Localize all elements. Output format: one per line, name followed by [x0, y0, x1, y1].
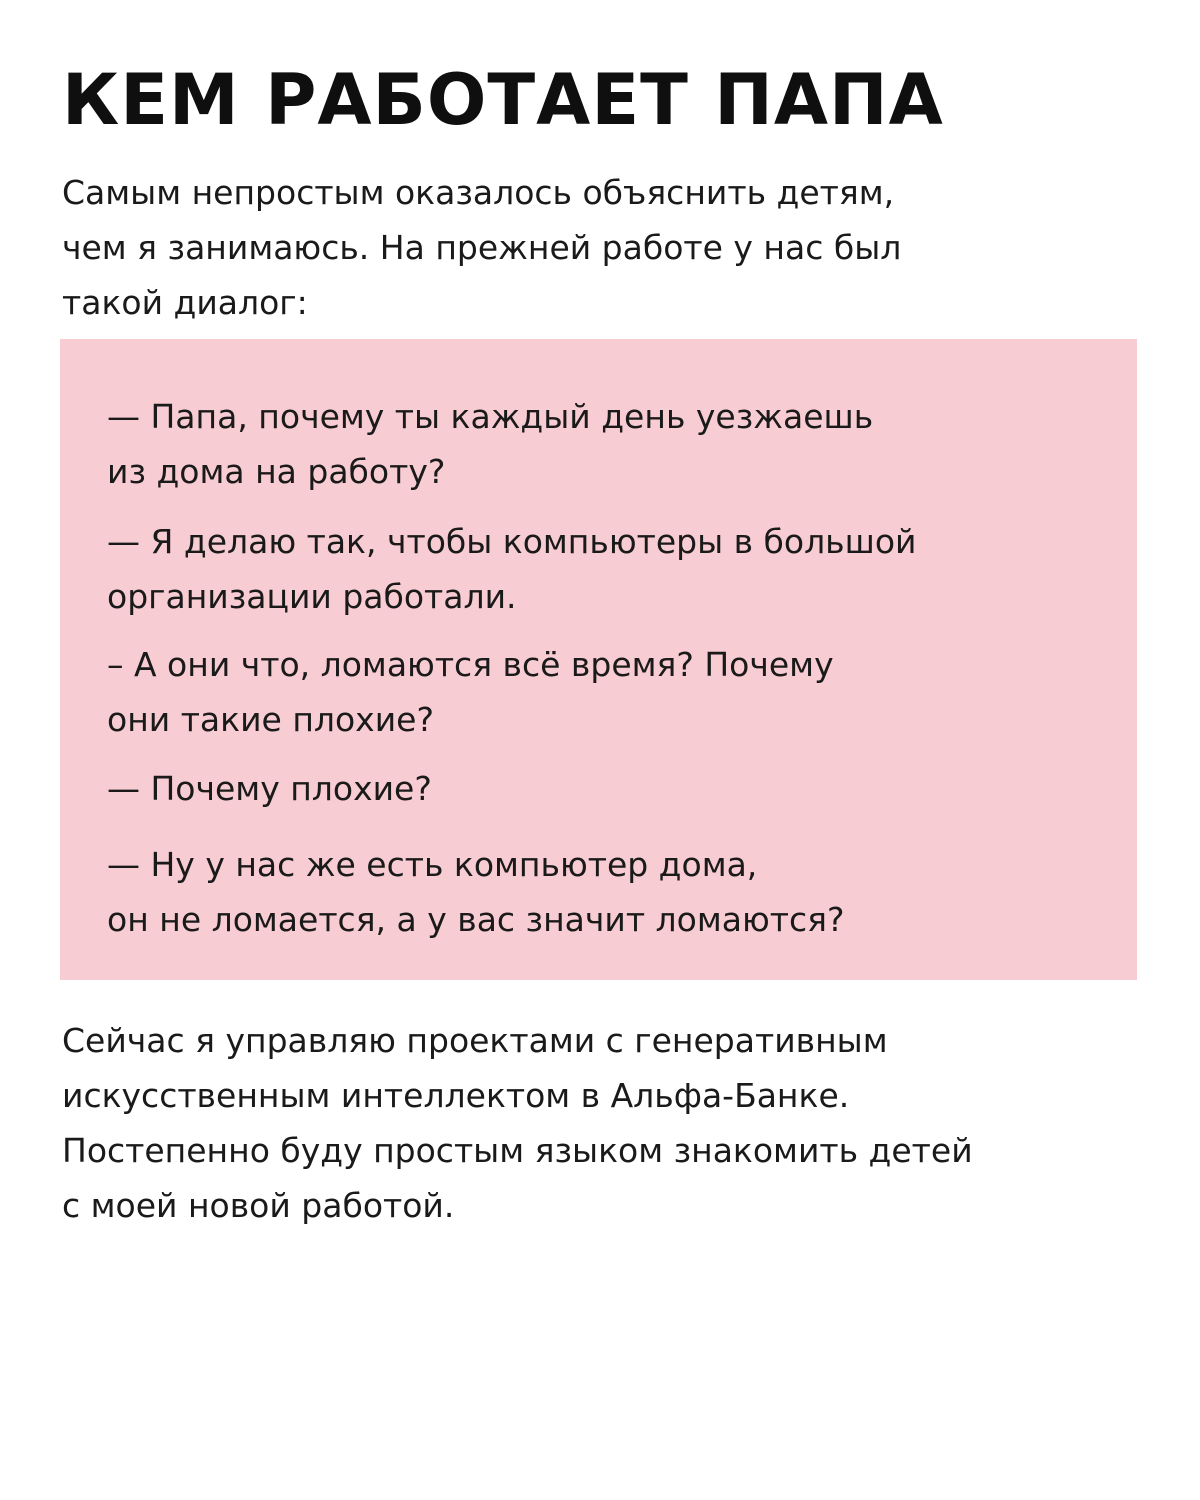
- dialog-line: — Почему плохие?: [107, 769, 432, 808]
- intro-line: Самым непростым оказалось объяснить детям,: [62, 173, 895, 212]
- outro-line: Постепенно буду простым языком знакомить детей: [62, 1131, 973, 1170]
- intro-paragraph: [62, 165, 1142, 330]
- outro-paragraph: [62, 1013, 1142, 1233]
- page-title: КЕМ РАБОТАЕТ ПАПА: [62, 59, 944, 141]
- outro-line: искусственным интеллектом в Альфа-Банке.: [62, 1076, 850, 1115]
- dialog-line: из дома на работу?: [107, 452, 446, 491]
- dialog-replica: [107, 514, 1107, 624]
- dialog-line: они такие плохие?: [107, 700, 434, 739]
- dialog-replica: [107, 637, 1107, 747]
- dialog-line: организации работали.: [107, 577, 517, 616]
- dialog-line: — Ну у нас же есть компьютер дома,: [107, 845, 758, 884]
- dialog-line: — Папа, почему ты каждый день уезжаешь: [107, 397, 874, 436]
- dialog-replica: [107, 837, 1107, 947]
- dialog-replica: [107, 389, 1107, 499]
- dialog-line: – А они что, ломаются всё время? Почему: [107, 645, 834, 684]
- intro-line: чем я занимаюсь. На прежней работе у нас был: [62, 228, 902, 267]
- dialog-line: он не ломается, а у вас значит ломаются?: [107, 900, 845, 939]
- outro-line: Сейчас я управляю проектами с генеративным: [62, 1021, 888, 1060]
- dialog-box: [60, 339, 1137, 980]
- intro-line: такой диалог:: [62, 283, 308, 322]
- outro-line: с моей новой работой.: [62, 1186, 455, 1225]
- dialog-line: — Я делаю так, чтобы компьютеры в большой: [107, 522, 917, 561]
- dialog-replica: [107, 761, 1107, 816]
